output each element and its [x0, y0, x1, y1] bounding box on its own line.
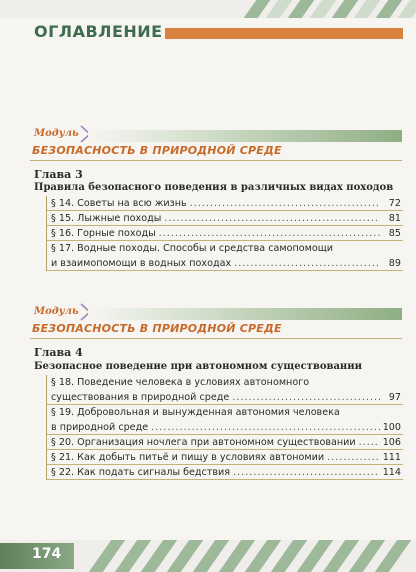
toc-entry[interactable]: § 19. Добровольная и вынужденная автономия человека [51, 407, 340, 418]
module-gradient-bar [88, 308, 402, 320]
toc-entry[interactable]: § 16. Горные походы ..... 85 [47, 226, 403, 241]
toc-entry-continued[interactable]: существования в природной среде ..... 97 [47, 390, 403, 405]
toc-entry[interactable]: § 17. Водные походы. Способы и средства самопомощи [51, 243, 333, 254]
chapter-title: Правила безопасного поведения в различных видах походов [34, 182, 394, 193]
toc-entry[interactable]: § 18. Поведение человека в условиях автономного [51, 377, 310, 388]
page-title: ОГЛАВЛЕНИЕ [34, 22, 163, 41]
toc-entry[interactable]: § 15. Лыжные походы ..... 81 [47, 211, 403, 226]
toc-entries [46, 196, 403, 271]
toc-entries [46, 375, 403, 480]
toc-entry[interactable]: § 21. Как добыть питьё и пищу в условиях автономии ..... 111 [47, 450, 403, 465]
toc-entry[interactable]: § 14. Советы на всю жизнь ..... 72 [47, 196, 403, 211]
top-stripe-band [0, 0, 416, 18]
module-title: БЕЗОПАСНОСТЬ В ПРИРОДНОЙ СРЕДЕ [32, 322, 282, 335]
chapter-title: Безопасное поведение при автономном существовании [34, 361, 363, 372]
chapter-label: Глава 4 [34, 346, 83, 359]
toc-entry-continued[interactable]: и взаимопомощи в водных походах ..... 89 [47, 256, 403, 271]
module-label: Модуль [34, 128, 79, 139]
module-divider [30, 160, 402, 161]
module-gradient-bar [88, 130, 402, 142]
chapter-label: Глава 3 [34, 168, 83, 181]
toc-entry-continued[interactable]: в природной среде ..... 100 [47, 420, 403, 435]
toc-entry[interactable]: § 20. Организация ночлега при автономном существовании ..... 106 [47, 435, 403, 450]
page-number: 174 [32, 546, 62, 562]
module-divider [30, 338, 402, 339]
module-title: БЕЗОПАСНОСТЬ В ПРИРОДНОЙ СРЕДЕ [32, 144, 282, 157]
module-label: Модуль [34, 306, 79, 317]
toc-entry[interactable]: § 22. Как подать сигналы бедствия ..... 114 [47, 465, 403, 480]
title-accent-bar [165, 28, 403, 39]
